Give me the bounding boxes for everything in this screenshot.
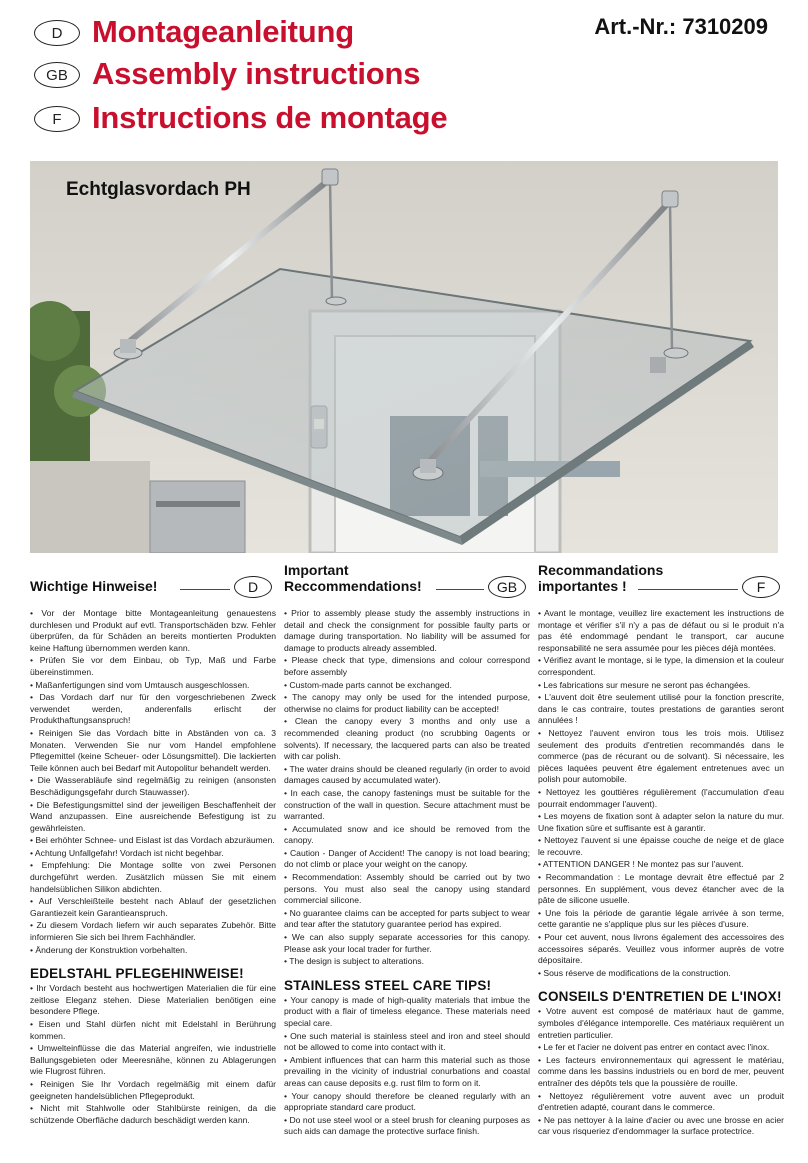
list-item: • The design is subject to alterations. — [284, 956, 530, 968]
list-item: • Eisen und Stahl dürfen nicht mit Edelstahl in Berührung kommen. — [30, 1019, 276, 1042]
language-badge-gb-column: GB — [488, 576, 526, 598]
title-de: Montageanleitung — [92, 14, 355, 49]
list-item: • No guarantee claims can be accepted for parts subject to wear and tear after the statutory guarantee period has expired. — [284, 908, 530, 931]
list-item: • Caution - Danger of Accident! The canopy is not load bearing; do not climb or place your weight on the canopy. — [284, 848, 530, 871]
list-item: • Reinigen Sie Ihr Vordach regelmäßig mit einem dafür geeigneten handelsüblichen Pflegeprodukt. — [30, 1079, 276, 1102]
list-item: • The canopy may only be used for the intended purpose, otherwise no claims for product liability can be accepted! — [284, 692, 530, 715]
list-item: • Recommendation: Assembly should be carried out by two persons. You must also seal the canopy using standard commercial silicone. — [284, 872, 530, 907]
list-item: • Ne pas nettoyer à la laine d'acier ou avec une brosse en acier car vous risqueriez d'endommager la surface protectrice. — [538, 1115, 784, 1138]
list-item: • Les facteurs environnementaux qui agressent le matériau, comme dans les bassins industriels ou en bord de mer, peuvent entraîner des dépôts tels que la poussière de rouille. — [538, 1055, 784, 1090]
list-item: • Nettoyez l'auvent environ tous les trois mois. Utilisez seulement des produits d'entretien recommandés dans le commerce (pas de récurant ou de solvant). Si nécessaire, les pièces laquées peuvent être également entretenues avec un polish pour automobile. — [538, 728, 784, 786]
column-de — [30, 560, 276, 1127]
list-item: • Nettoyez l'auvent si une épaisse couche de neige et de glace le recouvre. — [538, 835, 784, 858]
column-title-fr-line2: importantes ! — [538, 578, 627, 594]
article-number: Art.-Nr.: 7310209 — [594, 14, 768, 39]
list-item: • Die Wasserabläufe sind regelmäßig zu reinigen (ansonsten Beschädigungsgefahr durch Stauwasser). — [30, 775, 276, 798]
list-item: • Do not use steel wool or a steel brush for cleaning purposes as such aids can damage the protective surface finish. — [284, 1115, 530, 1138]
list-item: • Les fabrications sur mesure ne seront pas échangées. — [538, 680, 784, 692]
list-item: • Nettoyez les gouttières régulièrement (l'accumulation d'eau pourrait endommager l'auvent). — [538, 787, 784, 810]
language-badge-fr: F — [34, 106, 80, 132]
list-item: • Your canopy should therefore be cleaned regularly with an appropriate standard care product. — [284, 1091, 530, 1114]
list-item: • One such material is stainless steel and iron and steel should not be allowed to come into contact with it. — [284, 1031, 530, 1054]
divider-line — [180, 589, 230, 590]
list-item: • Empfehlung: Die Montage sollte von zwei Personen durchgeführt werden. Zusätzlich müssen Sie mit einem handelsüblichen Silikon abdichten. — [30, 860, 276, 895]
list-item: • Pour cet auvent, nous livrons également des accessoires des accessoires séparés. Veuillez vous informer auprès de votre dépositaire. — [538, 932, 784, 967]
list-item: • Le fer et l'acier ne doivent pas entrer en contact avec l'inox. — [538, 1042, 784, 1054]
column-gb — [284, 560, 530, 1139]
care-title-de: EDELSTAHL PFLEGEHINWEISE! — [30, 966, 244, 982]
list-item: • Nicht mit Stahlwolle oder Stahlbürste reinigen, da die schützende Oberfläche dadurch beschädigt werden kann. — [30, 1103, 276, 1126]
list-item: • Maßanfertigungen sind vom Umtausch ausgeschlossen. — [30, 680, 276, 692]
list-item: • Auf Verschleißteile besteht nach Ablauf der gesetzlichen Garantiezeit kein Garantieanspruch. — [30, 896, 276, 919]
recommendations-list-fr — [538, 608, 784, 979]
list-item: • Votre auvent est composé de matériaux haut de gamme, symboles d'élégance intemporelle. Ces matériaux requièrent un entretien particulier. — [538, 1006, 784, 1041]
list-item: • Vor der Montage bitte Montageanleitung genauestens durchlesen und Produkt auf evtl. Transportschäden bzw. Fehler überprüfen, da für Schäden an bereits montierten Produkten keine Haftung übernommen werden kann. — [30, 608, 276, 654]
list-item: • In each case, the canopy fastenings must be suitable for the construction of the wall in question. Secure attachment must be warranted. — [284, 788, 530, 823]
divider-line — [436, 589, 484, 590]
language-badge-gb: GB — [34, 62, 80, 88]
list-item: • Das Vordach darf nur für den vorgeschriebenen Zweck verwendet werden, anderenfalls erlischt der Produkthaftungsanspruch! — [30, 692, 276, 727]
column-header-fr — [538, 560, 784, 600]
list-item: • Accumulated snow and ice should be removed from the canopy. — [284, 824, 530, 847]
language-badge-de: D — [34, 20, 80, 46]
list-item: • Your canopy is made of high-quality materials that imbue the product with a flair of timeless elegance. These materials need special care. — [284, 995, 530, 1030]
list-item: • L'auvent doit être seulement utilisé pour la fonction prescrite, dans le cas contraire, toutes prestations de garanties seront annulées ! — [538, 692, 784, 727]
care-list-gb — [284, 995, 530, 1138]
column-header-de — [30, 560, 276, 600]
list-item: • ATTENTION DANGER ! Ne montez pas sur l'auvent. — [538, 859, 784, 871]
list-item: • Bei erhöhter Schnee- und Eislast ist das Vordach abzuräumen. — [30, 835, 276, 847]
language-badge-fr-column: F — [742, 576, 780, 598]
list-item: • Clean the canopy every 3 months and only use a recommended cleaning product (no scrubbing 0agents or solvents). If necessary, the lacquered parts can also be treated with car polish. — [284, 716, 530, 762]
recommendations-list-de — [30, 608, 276, 956]
list-item: • Prior to assembly please study the assembly instructions in detail and check the consignment for possible faulty parts or damage during transportation. No liability will be assumed for damage to products already assembled. — [284, 608, 530, 654]
list-item: • Achtung Unfallgefahr! Vordach ist nicht begehbar. — [30, 848, 276, 860]
care-list-de — [30, 983, 276, 1126]
recommendations-list-gb — [284, 608, 530, 968]
care-list-fr — [538, 1006, 784, 1138]
title-gb: Assembly instructions — [92, 56, 421, 91]
list-item: • Zu diesem Vordach liefern wir auch separates Zubehör. Bitte informieren Sie sich bei Ihrem Fachhändler. — [30, 920, 276, 943]
list-item: • Änderung der Konstruktion vorbehalten. — [30, 945, 276, 957]
list-item: • Recommandation : Le montage devrait être effectué par 2 personnes. En supplément, vous devez étancher avec de la pâte de silicone usuelle. — [538, 872, 784, 907]
title-fr: Instructions de montage — [92, 100, 448, 135]
column-header-gb — [284, 560, 530, 600]
list-item: • Custom-made parts cannot be exchanged. — [284, 680, 530, 692]
product-name: Echtglasvordach PH — [66, 179, 251, 200]
column-title-gb — [284, 562, 422, 594]
list-item: • We can also supply separate accessories for this canopy. Please ask your local trader for further. — [284, 932, 530, 955]
list-item: • Ihr Vordach besteht aus hochwertigen Materialien die für eine zeitlose Eleganz stehen. Diese Materialien benötigen eine besondere Pflege. — [30, 983, 276, 1018]
list-item: • Vérifiez avant le montage, si le type, la dimension et la couleur correspondent. — [538, 655, 784, 678]
list-item: • Prüfen Sie vor dem Einbau, ob Typ, Maß und Farbe übereinstimmen. — [30, 655, 276, 678]
list-item: • Ambient influences that can harm this material such as those prevailing in the vicinity of industrial conurbations and coastal areas can cause deposits e.g. rust film to form on it. — [284, 1055, 530, 1090]
list-item: • Umwelteinflüsse die das Material angreifen, wie industrielle Ballungsgebieten oder Meeresnähe, können zu Ablagerungen wie Flugrost führen. — [30, 1043, 276, 1078]
list-item: • Reinigen Sie das Vordach bitte in Abständen von ca. 3 Monaten. Verwenden Sie nur vom Handel empfohlene Pflegemittel (keine Scheuer- oder Lösungsmittel). Die lackierten Teile können auch bei Bedarf mit Autopolitur behandelt werden. — [30, 728, 276, 774]
column-title-gb-line2: Reccommendations! — [284, 578, 422, 594]
list-item: • Nettoyez régulièrement votre auvent avec un produit d'entretien adapté, courant dans le commerce. — [538, 1091, 784, 1114]
list-item: • Une fois la période de garantie légale arrivée à son terme, cette garantie ne s'applique plus sur les pièces d'usure. — [538, 908, 784, 931]
list-item: • The water drains should be cleaned regularly (in order to avoid damages caused by accumulated water). — [284, 764, 530, 787]
canopy-illustration — [30, 161, 778, 553]
list-item: • Les moyens de fixation sont à adapter selon la nature du mur. Une fixation sûre et suffisante est à garantir. — [538, 811, 784, 834]
list-item: • Avant le montage, veuillez lire exactement les instructions de montage et vérifier s'il n'y a pas de défaut ou si le produit n'a pas été endommagé pendant le transport, car aucune responsabilité ne sera assumée pour les pièces déjà montées. — [538, 608, 784, 654]
divider-line — [638, 589, 738, 590]
list-item: • Please check that type, dimensions and colour correspond before assembly — [284, 655, 530, 678]
list-item: • Die Befestigungsmittel sind der jeweiligen Beschaffenheit der Wand anzupassen. Eine ausreichende Befestigung ist zu gewährleisten. — [30, 800, 276, 835]
column-title-gb-line1: Important — [284, 562, 349, 578]
language-badge-de-column: D — [234, 576, 272, 598]
product-photo — [30, 161, 778, 553]
column-title-de: Wichtige Hinweise! — [30, 578, 158, 594]
column-title-fr-line1: Recommandations — [538, 562, 664, 578]
list-item: • Sous réserve de modifications de la construction. — [538, 968, 784, 980]
care-title-fr: CONSEILS D'ENTRETIEN DE L'INOX! — [538, 989, 782, 1005]
care-title-gb: STAINLESS STEEL CARE TIPS! — [284, 977, 492, 993]
column-fr — [538, 560, 784, 1139]
